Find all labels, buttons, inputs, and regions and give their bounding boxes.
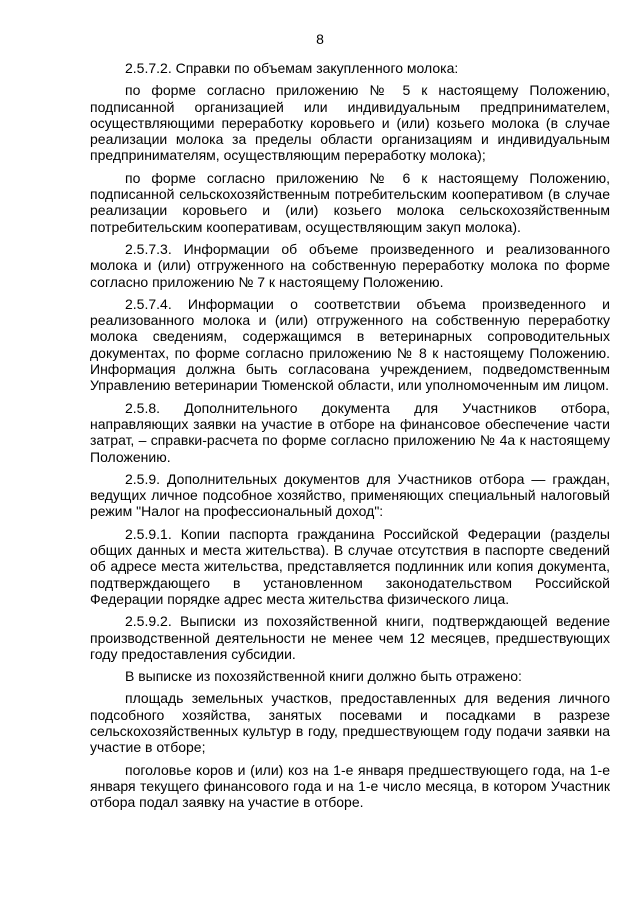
paragraph-appendix-5: по форме согласно приложению № 5 к настоящему Положению, подписанной организацией или индивидуальным предпринимателем, осуществляющими переработку коровьего и (или) козьего молока (в случае реализации молока за пределы области организациям и индивидуальным предпринимателям, осуществляющим переработку молока);	[90, 82, 610, 164]
paragraph-2-5-9-1: 2.5.9.1. Копии паспорта гражданина Российской Федерации (разделы общих данных и места жительства). В случае отсутствия в паспорте сведений об адресе места жительства, представляется подлинник или копия документа, подтверждающего в установленном законодательством Российской Федерации порядке адрес места жительства физического лица.	[90, 525, 610, 607]
paragraph-2-5-7-4: 2.5.7.4. Информации о соответствии объема произведенного и реализованного молока и (или) отгруженного на собственную переработку молока сведениям, содержащимся в ветеринарных сопроводительных документах, по форме согласно приложению № 8 к настоящему Положению. Информация должна быть согласована учреждением, подведомственным Управлению ветеринарии Тюменской области, или уполномоченным им лицом.	[90, 295, 610, 394]
document-body	[90, 60, 610, 816]
paragraph-2-5-7-3: 2.5.7.3. Информации об объеме произведенного и реализованного молока и (или) отгруженного на собственную переработку молока по форме согласно приложению № 7 к настоящему Положению.	[90, 240, 610, 290]
page-number: 8	[316, 31, 324, 47]
paragraph-2-5-9-2: 2.5.9.2. Выписки из похозяйственной книги, подтверждающей ведение производственной деятельности не менее чем 12 месяцев, предшествующих году предоставления субсидии.	[90, 613, 610, 662]
paragraph-2-5-7-2: 2.5.7.2. Справки по объемам закупленного молока:	[125, 60, 459, 76]
paragraph-appendix-6: по форме согласно приложению № 6 к настоящему Положению, подписанной сельскохозяйственным потребительским кооперативом (в случае реализации коровьего и (или) козьего молока сельскохозяйственным потребительским кооперативам, осуществляющим закуп молока).	[90, 169, 610, 235]
paragraph-2-5-8: 2.5.8. Дополнительного документа для Участников отбора, направляющих заявки на участие в отборе на финансовое обеспечение части затрат, – справки-расчета по форме согласно приложению № 4а к настоящему Положению.	[90, 399, 610, 465]
paragraph-livestock: поголовье коров и (или) коз на 1-е января предшествующего года, на 1-е января текущего финансового года и на 1-е число месяца, в котором Участник отбора подал заявку на участие в отборе.	[90, 761, 610, 811]
paragraph-2-5-9: 2.5.9. Дополнительных документов для Участников отбора — граждан, ведущих личное подсобное хозяйство, применяющих специальный налоговый режим "Налог на профессиональный доход":	[90, 470, 610, 520]
paragraph-land-area: площадь земельных участков, предоставленных для ведения личного подсобного хозяйства, занятых посевами и посадками в разрезе сельскохозяйственных культур в году, предшествующем году подачи заявки на участие в отборе;	[90, 690, 610, 756]
paragraph-extract-intro: В выписке из похозяйственной книги должно быть отражено:	[125, 668, 522, 685]
